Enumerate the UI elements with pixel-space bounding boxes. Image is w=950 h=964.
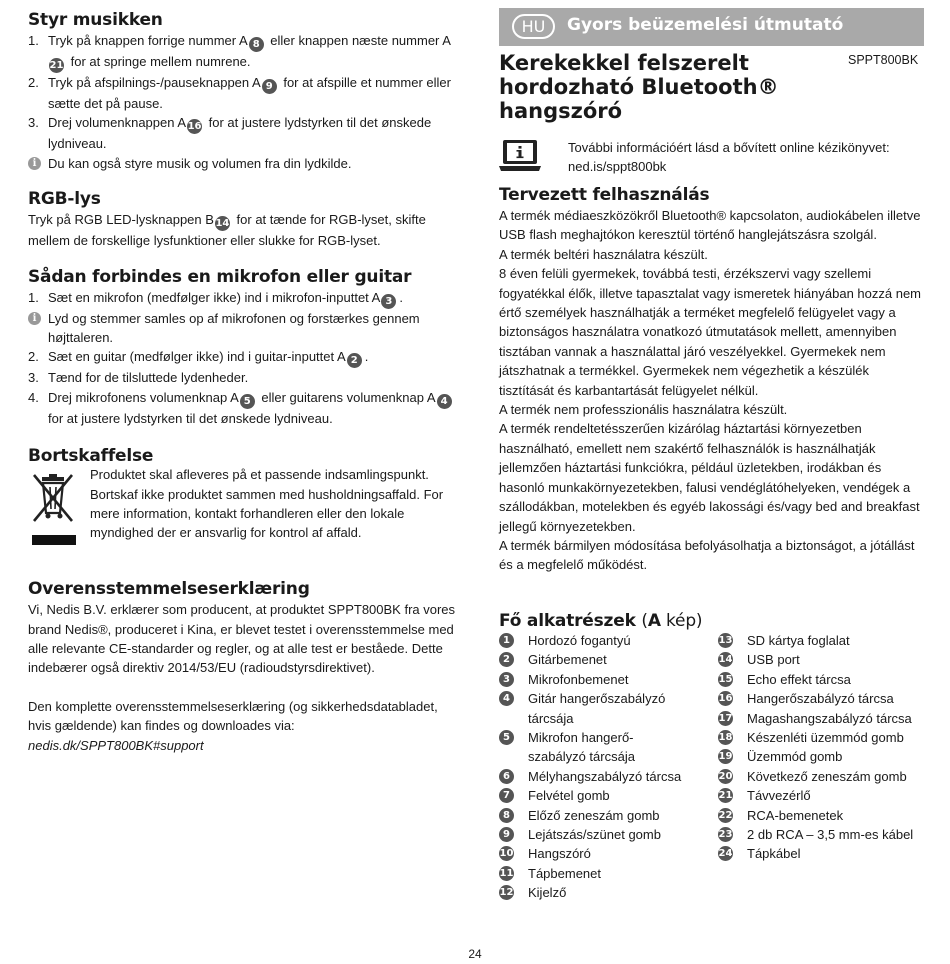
intended-para: A termék nem professzionális használatra készült. bbox=[499, 402, 788, 418]
music-info: i Du kan også styre musik og volumen fra din lydkilde. bbox=[28, 154, 458, 173]
ref-number: 5 bbox=[240, 394, 255, 409]
parts-heading: Fő alkatrészek (A kép) bbox=[499, 611, 703, 631]
conformity-download-text: Den komplette overensstemmelseserklæring (og sikkerhedsdatabladet, hvis gældende) kan findes og downloades via: bbox=[28, 698, 438, 734]
mic-step-1: 1. Sæt en mikrofon (medfølger ikke) ind i mikrofon-inputtet A 3 . bbox=[28, 289, 403, 307]
mic-step-2: 2. Sæt en guitar (medfølger ikke) ind i guitar-inputtet A 2 . bbox=[28, 349, 369, 367]
part-item: 1 Hordozó fogantyú bbox=[499, 631, 704, 650]
intended-use-section bbox=[499, 184, 927, 575]
rgb-text: Tryk på RGB LED-lysknappen B 14 for at tænde for RGB-lyset, skifte mellem de forskellige lysfunktioner eller slukke for RGB-lyset. bbox=[28, 212, 426, 249]
part-item: 6 Mélyhangszabályzó tárcsa bbox=[499, 767, 704, 786]
parts-list-1 bbox=[499, 631, 704, 903]
part-item: 24 Tápkábel bbox=[718, 846, 801, 862]
intended-para: A termék beltéri használatra készült. bbox=[499, 246, 708, 262]
ref-number: 3 bbox=[381, 294, 396, 309]
part-item: 3 Mikrofonbemenet bbox=[499, 670, 704, 689]
part-item: 22 RCA-bemenetek bbox=[718, 807, 844, 823]
mic-step-3: 3. Tænd for de tilsluttede lydenheder. bbox=[28, 370, 249, 386]
more-info-text: További információért lásd a bővített online kézikönyvet: ned.is/sppt800bk bbox=[568, 140, 890, 175]
music-heading: Styr musikken bbox=[28, 10, 163, 30]
music-step-1: 1. Tryk på knappen forrige nummer A 8 eller knappen næste nummer A21 for at springe mellem numrene. bbox=[28, 33, 451, 71]
ref-number: 2 bbox=[347, 353, 362, 368]
info-icon: i bbox=[28, 157, 41, 170]
disposal-block bbox=[28, 467, 458, 563]
part-item: 14 USB port bbox=[718, 652, 800, 668]
rgb-heading: RGB-lys bbox=[28, 189, 101, 210]
part-item: 9 Lejátszás/szünet gomb bbox=[499, 825, 704, 844]
part-item: 19 Üzemmód gomb bbox=[718, 749, 843, 765]
part-item: 11 Tápbemenet bbox=[499, 865, 601, 881]
part-item: 10 Hangszóró bbox=[499, 846, 591, 862]
part-item: 4 Gitár hangerőszabályzó tárcsája bbox=[499, 689, 678, 728]
part-item: 7 Felvétel gomb bbox=[499, 786, 704, 805]
part-item: 16 Hangerőszabályzó tárcsa bbox=[718, 691, 894, 707]
conformity-text: Vi, Nedis B.V. erklærer som producent, at produktet SPPT800BK fra vores brand Nedis®, produceret i Kina, er blevet testet i overensstemmelse med alle relevante CE-standarder og regler, og at alle test er beståede. Dette indebærer også direktiv 2014/53/EU (radioudstyrsdirektivet). bbox=[28, 602, 456, 676]
part-item: 15 Echo effekt tárcsa bbox=[718, 671, 851, 687]
part-item: 8 Előző zeneszám gomb bbox=[499, 806, 704, 825]
part-item: 23 2 db RCA – 3,5 mm-es kábel bbox=[718, 826, 914, 842]
conformity-heading: Overensstemmelseserklæring bbox=[28, 579, 310, 600]
support-link[interactable]: nedis.dk/SPPT800BK#support bbox=[28, 737, 204, 753]
mic-step-4: 4. Drej mikrofonens volumenknap A 5 eller guitarens volumenknap A 4 for at justere lydstyrken til det ønskede lydniveau. bbox=[28, 388, 458, 428]
part-item: 20 Következő zeneszám gomb bbox=[718, 768, 907, 784]
intended-para: A termék rendeltetésszerűen kizárólag háztartási környezetben használható, emellett nem szakértő felhasználók is használhatják jellemzően háztartási funkciókra, például üzletekben, irodákban és hasonló munkakörnyezetekben, falusi vendéglátóhelyeken, vendégek a szállodákban, motelekben és egyéb lakossági és/vagy bed and breakfast jellegű környezetekben. bbox=[499, 421, 920, 534]
part-item: 2 Gitárbemenet bbox=[499, 650, 704, 669]
ref-number: 21 bbox=[49, 60, 64, 71]
disposal-text: Produktet skal afleveres på et passende indsamlingspunkt. Bortskaf ikke produktet sammen med husholdningsaffald. For mere information, kontakt forhandleren eller den lokale myndighed der er ansvarlig for kontrol af affald. bbox=[90, 467, 444, 541]
disposal-heading: Bortskaffelse bbox=[28, 446, 154, 467]
ref-number: 4 bbox=[437, 394, 452, 409]
part-item: 13 SD kártya foglalat bbox=[718, 633, 850, 648]
intended-para: 8 éven felüli gyermekek, továbbá testi, érzékszervi vagy szellemi fogyatékkal élők, illetve tapasztalat vagy ismeretek hiányában hozzá nem értő személyek használhatják a terméket megfelelő felügyelet vagy a biztonságos használatra vonatkozó útmutatások mellett, amennyiben tisztában vannak a használattal járó veszélyekkel. Gyermekek nem játszhatnak a termékkel. Gyermekek nem végezhetik a készülék tisztítását és karbantartását felügyelet nélkül. bbox=[499, 266, 922, 398]
intended-para: A termék médiaeszközökről Bluetooth® kapcsolaton, audiokábelen illetve USB flash meghajtókon keresztül történő hanglejátszásra szolgál. bbox=[499, 208, 921, 243]
language-badge: HU bbox=[512, 14, 555, 39]
left-column bbox=[28, 0, 458, 755]
ref-number: 16 bbox=[187, 121, 202, 133]
music-step-2: 2. Tryk på afspilnings-/pauseknappen A 9 for at afspille et nummer eller sætte det på pause. bbox=[28, 75, 451, 111]
intended-use-heading: Tervezett felhasználás bbox=[499, 185, 710, 205]
part-item: 12 Kijelző bbox=[499, 885, 567, 901]
part-item: 17 Magashangszabályzó tárcsa bbox=[718, 710, 912, 726]
mic-info: i Lyd og stemmer samles op af mikrofonen og forstærkes gennem højttaleren. bbox=[28, 309, 458, 348]
product-title: Kerekekkel felszerelt hordozható Bluetooth® hangszóró bbox=[499, 51, 779, 123]
parts-list-2 bbox=[718, 631, 938, 864]
mic-heading: Sådan forbindes en mikrofon eller guitar bbox=[28, 266, 412, 287]
ref-number: 9 bbox=[262, 79, 277, 94]
guide-title: Gyors beüzemelési útmutató bbox=[567, 15, 844, 35]
page-number: 24 bbox=[468, 947, 482, 961]
mic-steps bbox=[28, 288, 458, 429]
music-step-3: 3. Drej volumenknappen A 16 for at justere lydstyrken til det ønskede lydniveau. bbox=[28, 115, 432, 152]
info-icon: i bbox=[28, 312, 41, 325]
ref-number: 14 bbox=[215, 218, 230, 230]
intended-para: A termék bármilyen módosítása befolyásolhatja a biztonságot, a jótállást és a megfelelő működést. bbox=[499, 537, 915, 573]
music-steps bbox=[28, 31, 458, 173]
part-item: 21 Távvezérlő bbox=[718, 788, 811, 804]
language-header-bar bbox=[499, 8, 924, 46]
part-item: 5 Mikrofon hangerő-szabályzó tárcsája bbox=[499, 728, 658, 767]
model-number: SPPT800BK bbox=[848, 53, 919, 67]
crossed-bin-icon bbox=[30, 469, 78, 547]
part-item: 18 Készenléti üzemmód gomb bbox=[718, 729, 904, 745]
laptop-manual-icon bbox=[499, 138, 541, 172]
ref-number: 8 bbox=[249, 37, 264, 52]
